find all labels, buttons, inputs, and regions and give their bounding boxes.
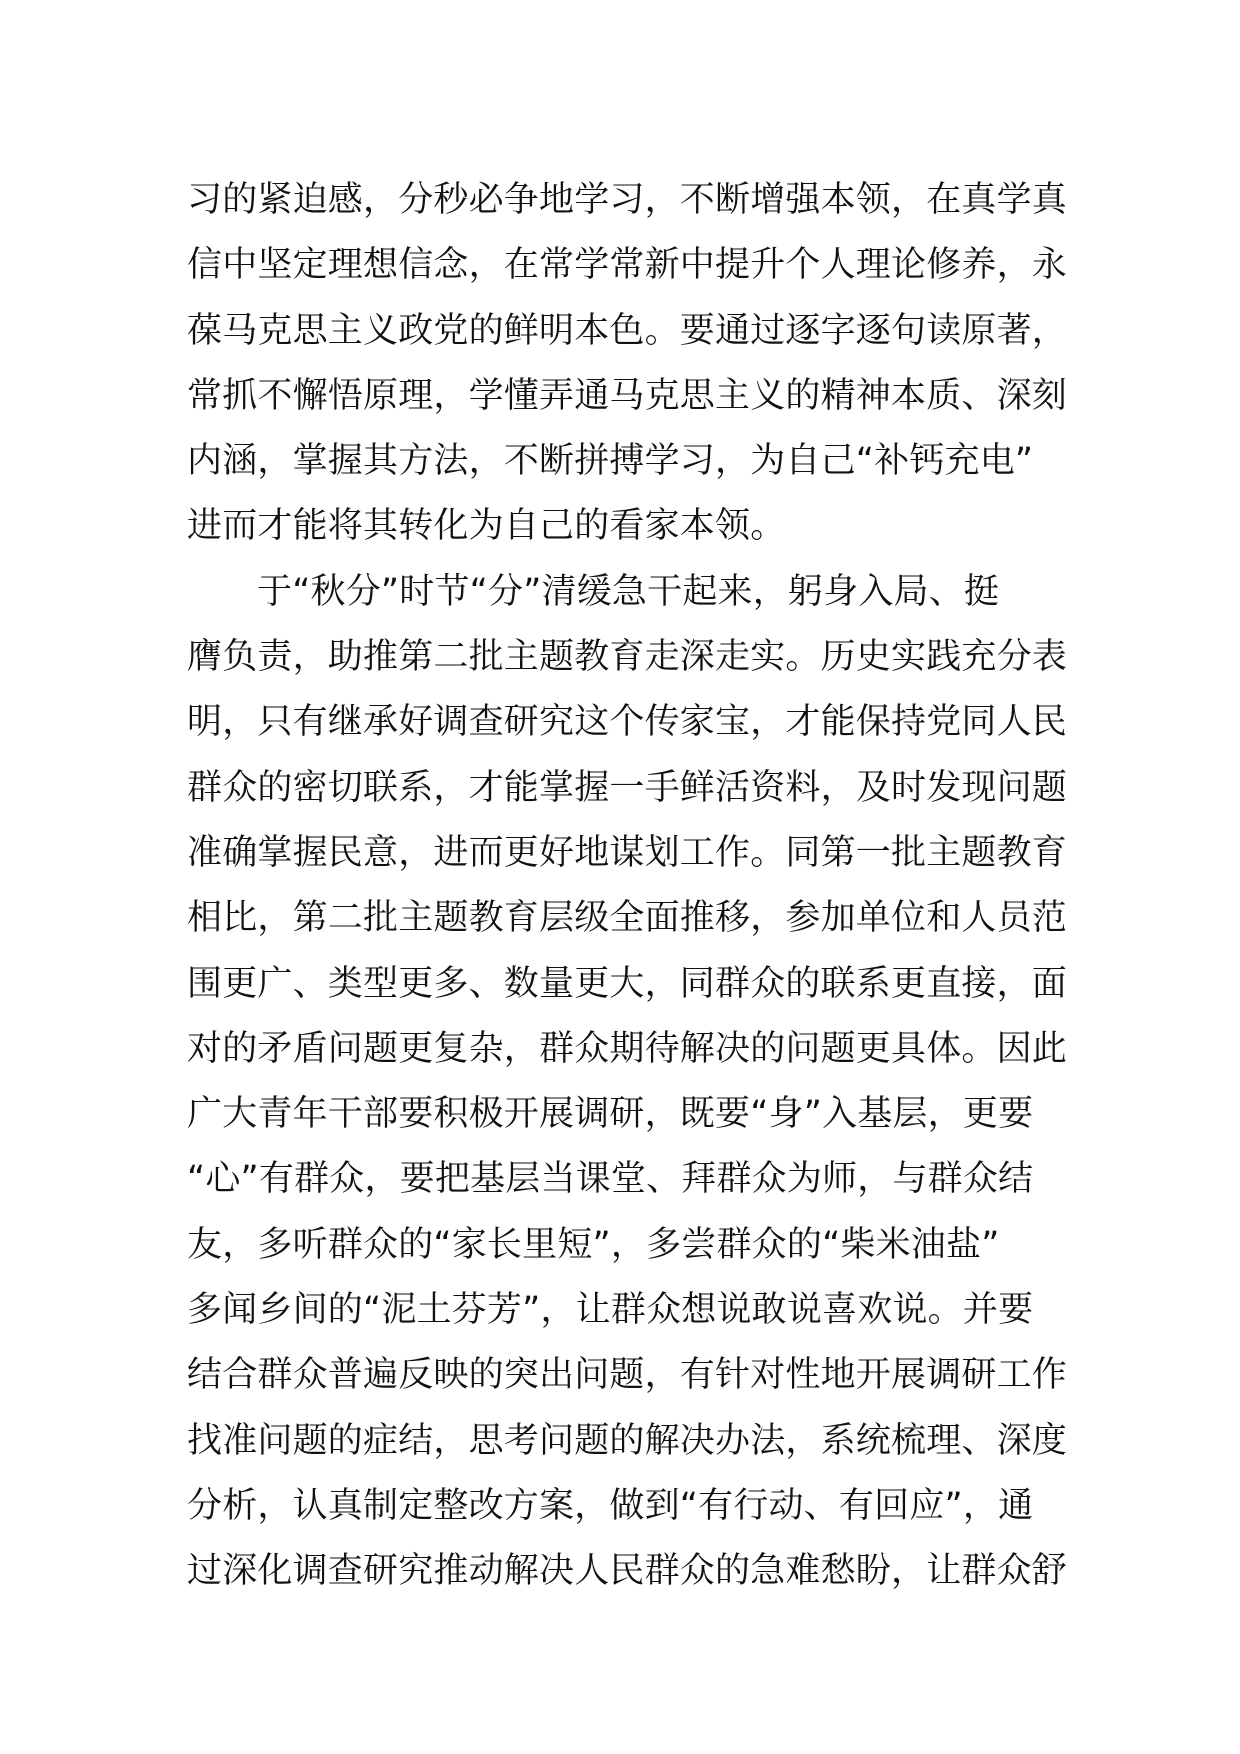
text-line: 明，只有继承好调查研究这个传家宝，才能保持党同人民 — [187, 702, 1068, 743]
text-line: 结合群众普遍反映的突出问题，有针对性地开展调研工作 — [187, 1355, 1068, 1396]
text-line: 广大青年干部要积极开展调研，既要“身”入基层，更要 — [187, 1094, 1034, 1135]
body-text — [187, 168, 1067, 1605]
text-line: “心”有群众，要把基层当课堂、拜群众为师，与群众结 — [187, 1159, 1034, 1200]
text-line: 找准问题的症结，思考问题的解决办法，系统梳理、深度 — [187, 1420, 1068, 1461]
text-line: 葆马克思主义政党的鲜明本色。要通过逐字逐句读原著， — [187, 310, 1068, 351]
text-line: 相比，第二批主题教育层级全面推移，参加单位和人员范 — [187, 898, 1068, 939]
text-line: 多闻乡间的“泥土芬芳”，让群众想说敢说喜欢说。并要 — [187, 1290, 1034, 1331]
text-line: 常抓不懈悟原理，学懂弄通马克思主义的精神本质、深刻 — [187, 375, 1068, 416]
text-line: 群众的密切联系，才能掌握一手鲜活资料，及时发现问题 — [187, 767, 1068, 808]
text-line: 进而才能将其转化为自己的看家本领。 — [187, 506, 786, 547]
text-line: 对的矛盾问题更复杂，群众期待解决的问题更具体。因此 — [187, 1028, 1068, 1069]
text-line: 分析，认真制定整改方案，做到“有行动、有回应”，通 — [187, 1485, 1034, 1526]
text-line: 准确掌握民意，进而更好地谋划工作。同第一批主题教育 — [187, 832, 1068, 873]
text-line: 习的紧迫感，分秒必争地学习，不断增强本领，在真学真 — [187, 180, 1068, 220]
text-line: 围更广、类型更多、数量更大，同群众的联系更直接，面 — [187, 963, 1068, 1004]
text-line: 膺负责，助推第二批主题教育走深走实。历史实践充分表 — [187, 637, 1068, 678]
text-line: 过深化调查研究推动解决人民群众的急难愁盼，让群众舒 — [187, 1551, 1068, 1592]
text-line: 内涵，掌握其方法，不断拼搏学习，为自己“补钙充电” — [187, 441, 1034, 482]
text-line: 信中坚定理想信念，在常学常新中提升个人理论修养，永 — [187, 245, 1068, 286]
text-line: 友，多听群众的“家长里短”，多尝群众的“柴米油盐” — [187, 1224, 1000, 1265]
paragraph-start-line: 于“秋分”时节“分”清缓急干起来，躬身入局、挺 — [257, 571, 1000, 612]
